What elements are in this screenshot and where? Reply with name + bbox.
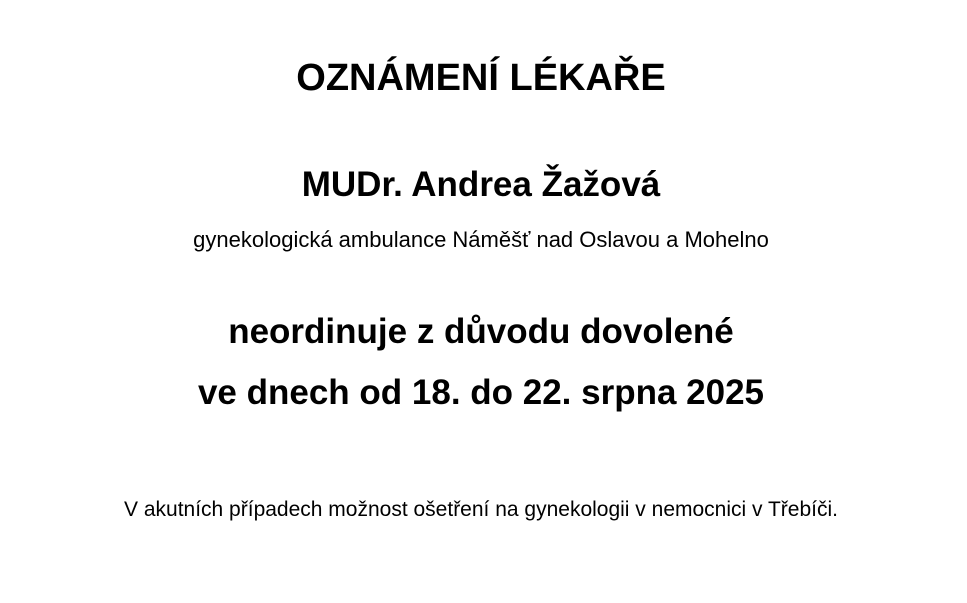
notice-title: OZNÁMENÍ LÉKAŘE: [296, 57, 666, 99]
absence-dates: ve dnech od 18. do 22. srpna 2025: [197, 373, 765, 412]
emergency-note: V akutních případech možnost ošetření na gynekologii v nemocnici v Třebíči.: [124, 498, 838, 521]
doctor-name: MUDr. Andrea Žažová: [301, 165, 661, 204]
absence-message: neordinuje z důvodu dovolené: [228, 312, 734, 351]
clinic-name: gynekologická ambulance Náměšť nad Oslavou a Mohelno: [193, 227, 769, 252]
